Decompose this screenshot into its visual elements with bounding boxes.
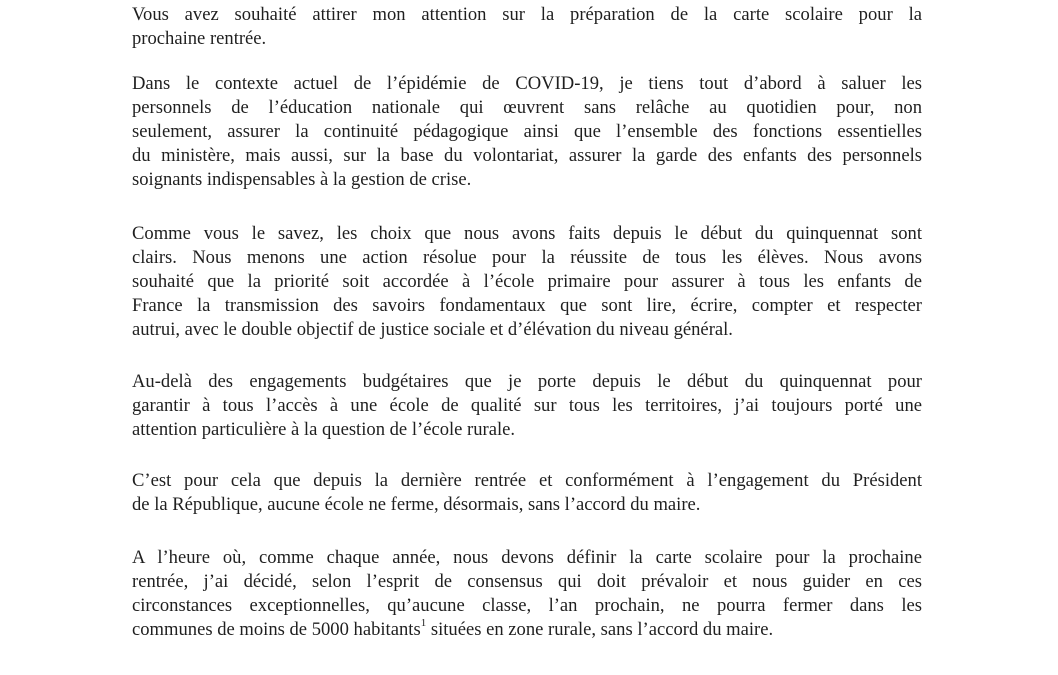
- text-line: Vous avez souhaité attirer mon attention sur la préparation de la carte scolaire pour la: [132, 4, 922, 25]
- text-segment: communes de moins de 5000 habitants: [132, 619, 421, 640]
- text-line: rentrée, j’ai décidé, selon l’esprit de consensus qui doit prévaloir et nous guider en ces: [132, 571, 922, 592]
- text-line: autrui, avec le double objectif de justice sociale et d’élévation du niveau général.: [132, 319, 733, 340]
- text-line: France la transmission des savoirs fondamentaux que sont lire, écrire, compter et respecter: [132, 295, 922, 316]
- text-line: garantir à tous l’accès à une école de qualité sur tous les territoires, j’ai toujours porté une: [132, 395, 922, 416]
- text-line: Dans le contexte actuel de l’épidémie de COVID-19, je tiens tout d’abord à saluer les: [132, 73, 922, 94]
- text-line: souhaité que la priorité soit accordée à l’école primaire pour assurer à tous les enfants de: [132, 271, 922, 292]
- paragraph-priorities: [132, 222, 922, 342]
- text-line: personnels de l’éducation nationale qui œuvrent sans relâche au quotidien pour, non: [132, 97, 922, 118]
- text-line: circonstances exceptionnelles, qu’aucune classe, l’an prochain, ne pourra fermer dans les: [132, 595, 922, 616]
- text-line: soignants indispensables à la gestion de crise.: [132, 169, 472, 190]
- footnote-marker[interactable]: 1: [420, 616, 427, 629]
- text-line: du ministère, mais aussi, sur la base du volontariat, assurer la garde des enfants des personnels: [132, 145, 922, 166]
- text-segment: situées en zone rurale, sans l’accord du maire.: [426, 619, 774, 640]
- paragraph-commitment: [132, 469, 922, 517]
- text-line: [132, 618, 922, 642]
- text-line: prochaine rentrée.: [132, 28, 267, 49]
- text-line: de la République, aucune école ne ferme, désormais, sans l’accord du maire.: [132, 494, 701, 515]
- paragraph-covid-context: [132, 72, 922, 192]
- text-line: A l’heure où, comme chaque année, nous devons définir la carte scolaire pour la prochaine: [132, 547, 922, 568]
- text-line: attention particulière à la question de l’école rurale.: [132, 419, 516, 440]
- text-line: clairs. Nous menons une action résolue pour la réussite de tous les élèves. Nous avons: [132, 247, 922, 268]
- text-line: C’est pour cela que depuis la dernière rentrée et conformément à l’engagement du Président: [132, 470, 922, 491]
- text-line: Comme vous le savez, les choix que nous avons faits depuis le début du quinquennat sont: [132, 223, 922, 244]
- paragraph-intro: [132, 3, 922, 51]
- paragraph-decision: [132, 546, 922, 642]
- text-line: Au-delà des engagements budgétaires que je porte depuis le début du quinquennat pour: [132, 371, 922, 392]
- text-line: seulement, assurer la continuité pédagogique ainsi que l’ensemble des fonctions essentielles: [132, 121, 922, 142]
- paragraph-rural-school: [132, 370, 922, 442]
